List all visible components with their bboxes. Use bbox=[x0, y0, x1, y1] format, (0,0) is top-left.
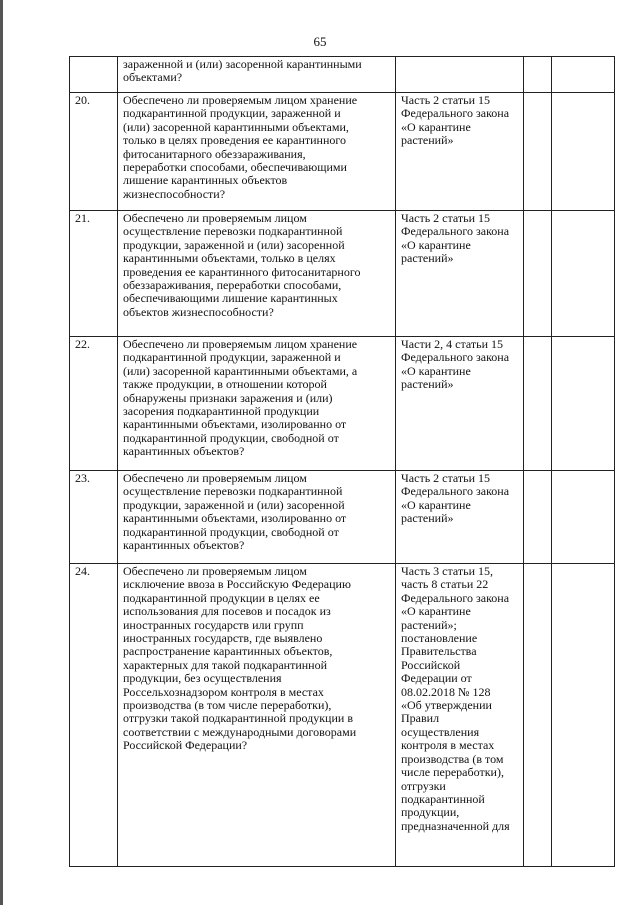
question-line: Обеспечено ли проверяемым лицом хранение bbox=[123, 337, 358, 351]
note-cell bbox=[552, 57, 615, 93]
legal-reference-line: контроля в местах bbox=[401, 738, 495, 753]
legal-reference-line: Федерального закона bbox=[401, 224, 510, 239]
legal-reference-line: растений» bbox=[401, 251, 454, 266]
question-line: подкарантинной продукции, свободной от bbox=[123, 430, 339, 445]
checklist-table bbox=[69, 56, 615, 867]
legal-reference-line: продукции, bbox=[401, 805, 460, 820]
legal-reference-line: «О карантине bbox=[401, 363, 471, 378]
row-number: 23. bbox=[70, 471, 118, 564]
question-line: подкарантинной продукции, свободной от bbox=[123, 524, 339, 539]
answer-cell bbox=[524, 93, 552, 211]
note-cell bbox=[552, 564, 615, 867]
question-line: обеспечивающими лишение карантинных bbox=[123, 291, 338, 306]
question-line: осуществление перевозки подкарантинной bbox=[123, 224, 343, 239]
question-line: карантинных объектов? bbox=[123, 444, 245, 459]
question-line: Обеспечено ли проверяемым лицом bbox=[123, 471, 307, 485]
requirement-question bbox=[118, 57, 396, 93]
question-line: жизнеспособности? bbox=[123, 186, 226, 201]
legal-reference bbox=[396, 337, 524, 471]
legal-reference-line: растений» bbox=[401, 511, 454, 526]
page-edge-shadow bbox=[0, 0, 3, 905]
legal-reference-line: Часть 3 статьи 15, bbox=[401, 564, 494, 578]
requirement-question bbox=[118, 564, 396, 867]
row-number: 21. bbox=[70, 211, 118, 337]
question-line: иностранных государств или групп bbox=[123, 617, 304, 632]
legal-reference bbox=[396, 211, 524, 337]
table-row bbox=[70, 93, 615, 211]
question-line: карантинными объектами, изолированно от bbox=[123, 511, 347, 526]
legal-reference-line: растений»; bbox=[401, 617, 457, 632]
legal-reference-line: Часть 2 статьи 15 bbox=[401, 471, 491, 485]
requirement-question bbox=[118, 471, 396, 564]
question-line: продукции, без осуществления bbox=[123, 671, 282, 686]
legal-reference bbox=[396, 93, 524, 211]
question-line: осуществление перевозки подкарантинной bbox=[123, 484, 343, 499]
question-line: исключение ввоза в Российскую Федерацию bbox=[123, 577, 351, 592]
question-line: Россельхознадзором контроля в местах bbox=[123, 684, 324, 699]
legal-reference-line: отгрузки bbox=[401, 778, 446, 793]
answer-cell bbox=[524, 211, 552, 337]
legal-reference-line: «О карантине bbox=[401, 604, 471, 619]
legal-reference-line: растений» bbox=[401, 377, 454, 392]
note-cell bbox=[552, 211, 615, 337]
question-line: Обеспечено ли проверяемым лицом bbox=[123, 564, 307, 578]
table-row bbox=[70, 564, 615, 867]
question-line: соответствии с международными договорами bbox=[123, 724, 357, 739]
question-line: обнаружены признаки заражения и (или) bbox=[123, 390, 333, 405]
row-number bbox=[70, 57, 118, 93]
question-line: карантинными объектами, изолированно от bbox=[123, 417, 347, 432]
legal-reference-line: Правительства bbox=[401, 644, 477, 659]
note-cell bbox=[552, 471, 615, 564]
legal-reference-line: подкарантинной bbox=[401, 791, 485, 806]
question-line: фитосанитарного обеззараживания, bbox=[123, 146, 306, 161]
question-line: отгрузки такой подкарантинной продукции в bbox=[123, 711, 353, 726]
legal-reference-line: Федерального закона bbox=[401, 350, 510, 365]
legal-reference-line: часть 8 статьи 22 bbox=[401, 577, 489, 592]
legal-reference bbox=[396, 57, 524, 93]
question-line: Обеспечено ли проверяемым лицом хранение bbox=[123, 93, 358, 107]
answer-cell bbox=[524, 471, 552, 564]
question-line: объектов жизнеспособности? bbox=[123, 304, 274, 319]
question-line: иностранных государств, где выявлено bbox=[123, 631, 323, 646]
note-cell bbox=[552, 337, 615, 471]
answer-cell bbox=[524, 337, 552, 471]
table-row bbox=[70, 471, 615, 564]
legal-reference-line: «Об утверждении bbox=[401, 698, 492, 713]
note-cell bbox=[552, 93, 615, 211]
question-line: карантинными объектами, только в целях bbox=[123, 251, 336, 266]
answer-cell bbox=[524, 564, 552, 867]
question-line: распространение карантинных объектов, bbox=[123, 644, 333, 659]
legal-reference-line: Федерального закона bbox=[401, 106, 510, 121]
question-line: объектами? bbox=[123, 70, 183, 85]
question-line: (или) засоренной карантинными объектами, bbox=[123, 119, 349, 134]
question-line: переработки способами, обеспечивающими bbox=[123, 160, 347, 175]
requirement-question bbox=[118, 337, 396, 471]
question-line: засорения подкарантинной продукции bbox=[123, 404, 320, 419]
legal-reference bbox=[396, 564, 524, 867]
table-row bbox=[70, 57, 615, 93]
legal-reference-line: 08.02.2018 № 128 bbox=[401, 684, 491, 699]
question-line: Российской Федерации? bbox=[123, 738, 248, 753]
legal-reference-line: постановление bbox=[401, 631, 478, 646]
legal-reference-line: осуществления bbox=[401, 724, 480, 739]
legal-reference-line: «О карантине bbox=[401, 119, 471, 134]
row-number: 24. bbox=[70, 564, 118, 867]
table-row bbox=[70, 337, 615, 471]
table-row bbox=[70, 211, 615, 337]
legal-reference-line: Правил bbox=[401, 711, 440, 726]
question-line: использования для посевов и посадок из bbox=[123, 604, 331, 619]
legal-reference-line: Часть 2 статьи 15 bbox=[401, 211, 491, 225]
question-line: подкарантинной продукции, зараженной и bbox=[123, 106, 341, 121]
answer-cell bbox=[524, 57, 552, 93]
legal-reference-line: производства (в том bbox=[401, 751, 504, 766]
row-number: 22. bbox=[70, 337, 118, 471]
legal-reference-line: Часть 2 статьи 15 bbox=[401, 93, 491, 107]
question-line: (или) засоренной карантинными объектами, а bbox=[123, 363, 358, 378]
row-number: 20. bbox=[70, 93, 118, 211]
question-line: также продукции, в отношении которой bbox=[123, 377, 327, 392]
question-line: характерных для такой подкарантинной bbox=[123, 657, 328, 672]
requirement-question bbox=[118, 211, 396, 337]
legal-reference-line: «О карантине bbox=[401, 237, 471, 252]
legal-reference bbox=[396, 471, 524, 564]
question-line: Обеспечено ли проверяемым лицом bbox=[123, 211, 307, 225]
legal-reference-line: Федерального закона bbox=[401, 484, 510, 499]
question-line: зараженной и (или) засоренной карантинными bbox=[123, 57, 362, 71]
question-line: карантинных объектов? bbox=[123, 538, 245, 553]
question-line: подкарантинной продукции в целях ее bbox=[123, 590, 320, 605]
question-line: проведения ее карантинного фитосанитарного bbox=[123, 264, 361, 279]
legal-reference-line: предназначенной для bbox=[401, 818, 510, 833]
legal-reference-line: Российской bbox=[401, 657, 461, 672]
question-line: производства (в том числе переработки), bbox=[123, 698, 332, 713]
question-line: только в целях проведения ее карантинного bbox=[123, 133, 347, 148]
question-line: продукции, зараженной и (или) засоренной bbox=[123, 497, 345, 512]
question-line: обеззараживания, переработки способами, bbox=[123, 278, 342, 293]
legal-reference-line: Федерации от bbox=[401, 671, 472, 686]
legal-reference-line: «О карантине bbox=[401, 497, 471, 512]
question-line: продукции, зараженной и (или) засоренной bbox=[123, 237, 345, 252]
question-line: подкарантинной продукции, зараженной и bbox=[123, 350, 341, 365]
page-number: 65 bbox=[313, 34, 327, 49]
legal-reference-line: числе переработки), bbox=[401, 765, 504, 780]
legal-reference-line: Части 2, 4 статьи 15 bbox=[401, 337, 503, 351]
requirement-question bbox=[118, 93, 396, 211]
question-line: лишение карантинных объектов bbox=[123, 173, 288, 188]
legal-reference-line: Федерального закона bbox=[401, 590, 510, 605]
legal-reference-line: растений» bbox=[401, 133, 454, 148]
